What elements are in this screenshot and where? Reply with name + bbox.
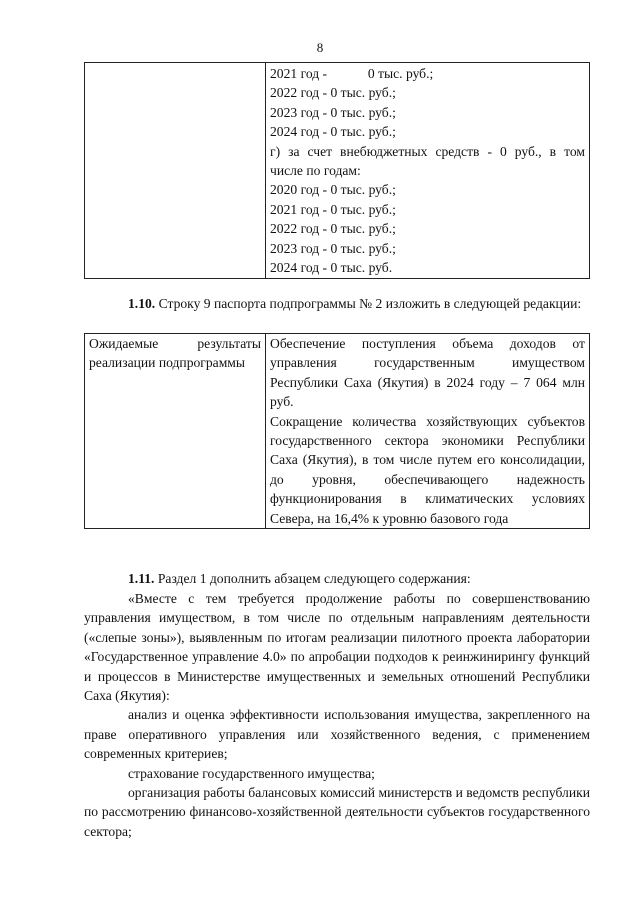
funding-line: 2021 год - 0 тыс. руб.;: [270, 201, 396, 217]
expected-result-paragraph: Обеспечение поступления объема доходов от управления государственным имуществом Республики Саха (Якутия) в 2024 году – 7 064 млн руб.: [270, 336, 585, 410]
funding-values-cell: [266, 63, 590, 279]
item-1-11: [84, 569, 590, 588]
expected-result-paragraph: Сокращение количества хозяйствующих субъектов государственного сектора экономики Республики Саха (Якутия), в том числе путем его консолидации, до уровня, обеспечивающего надежность функционирования в климатических условиях Севера, на 16,4% к уровню базового года: [270, 413, 585, 526]
funding-line: г) за счет внебюджетных средств - 0 руб., в том: [270, 143, 585, 159]
table-row: [85, 63, 590, 279]
expected-results-table: [84, 333, 590, 529]
funding-line: 2024 год - 0 тыс. руб.: [270, 260, 393, 276]
page-number: 8: [316, 40, 324, 55]
body-paragraph: «Вместе с тем требуется продолжение работы по совершенствованию управления имуществом, в том числе по отдельным направлениям деятельности («слепые зоны»), выявленным по итогам реализации пилотного проекта лаборатории «Государственное управление 4.0» по апробации подходов к реинжинирингу функций и процессов в Министерстве имущественных и земельных отношений Республики Саха (Якутия):: [84, 591, 590, 704]
body-paragraph: анализ и оценка эффективности использования имущества, закрепленного на праве оперативного управления или хозяйственного ведения, с применением современных критериев;: [84, 707, 590, 762]
funding-line: 2023 год - 0 тыс. руб.;: [270, 240, 396, 256]
item-number: 1.11.: [128, 571, 155, 586]
item-1-10: [84, 294, 590, 313]
funding-line: 2024 год - 0 тыс. руб.;: [270, 124, 396, 140]
funding-line: 2022 год - 0 тыс. руб.;: [270, 85, 396, 101]
funding-line: 2023 год - 0 тыс. руб.;: [270, 104, 396, 120]
body-paragraph: страхование государственного имущества;: [128, 765, 375, 781]
expected-results-label: Ожидаемые результаты реализации подпрограммы: [85, 334, 266, 529]
item-number: 1.10.: [128, 296, 156, 311]
body-paragraph: организация работы балансовых комиссий министерств и ведомств республики по рассмотрению финансово-хозяйственной деятельности субъектов государственного сектора;: [84, 785, 590, 839]
funding-line: числе по годам:: [270, 163, 361, 179]
funding-table: [84, 62, 590, 279]
funding-line: 2022 год - 0 тыс. руб.;: [270, 221, 396, 237]
body-text: [84, 589, 590, 841]
expected-results-cell: [266, 334, 590, 529]
item-text: Раздел 1 дополнить абзацем следующего содержания:: [157, 571, 471, 586]
item-text: Строку 9 паспорта подпрограммы № 2 изложить в следующей редакции:: [158, 296, 582, 311]
table-cell-empty: [85, 63, 266, 279]
table-row: [85, 334, 590, 529]
funding-line: 2020 год - 0 тыс. руб.;: [270, 182, 396, 198]
funding-line: 2021 год - 0 тыс. руб.;: [270, 66, 434, 81]
